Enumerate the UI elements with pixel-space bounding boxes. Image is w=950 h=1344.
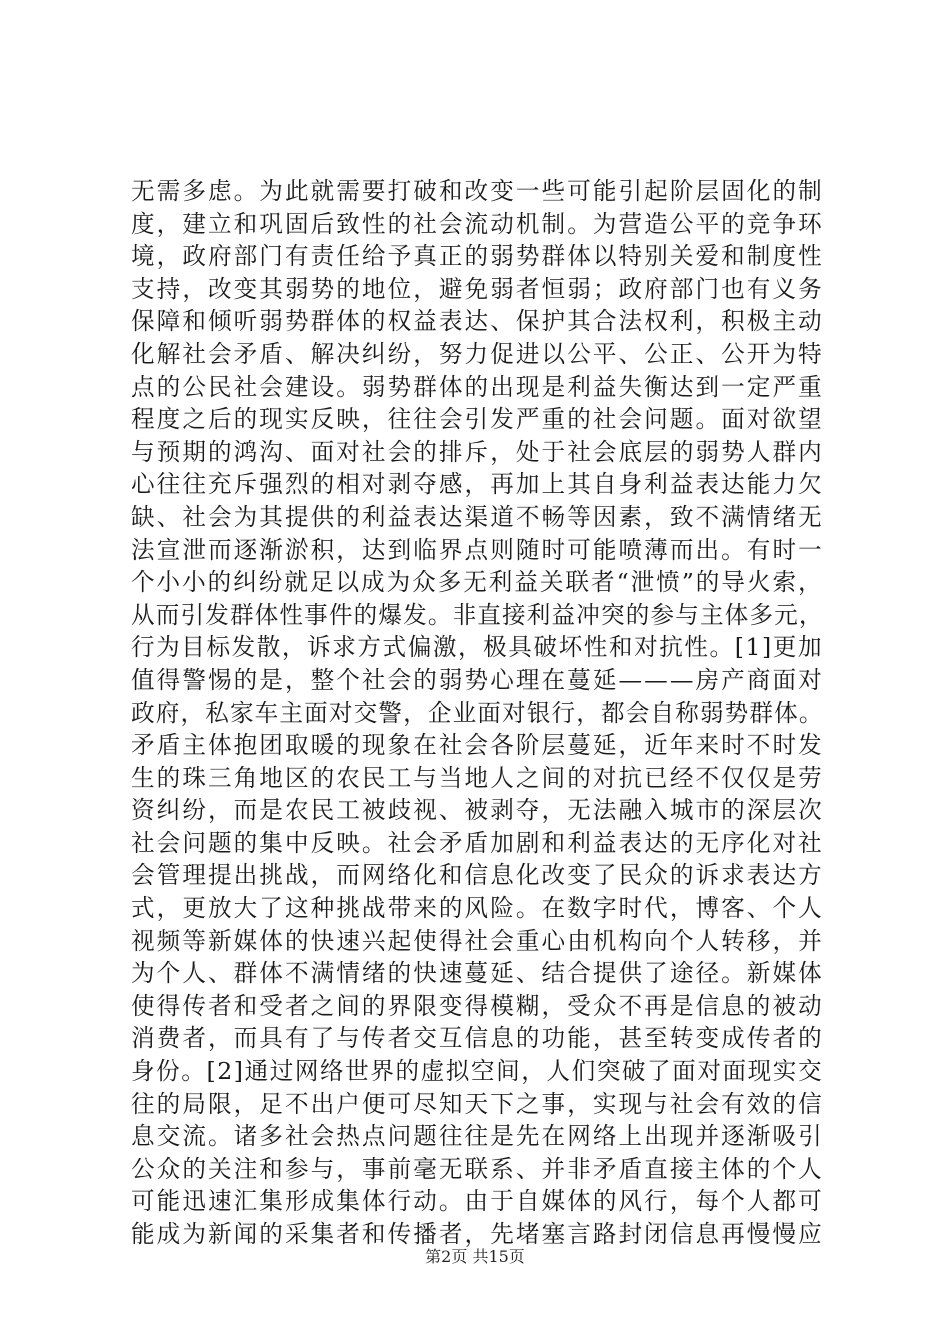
page-footer: 第2页 共15页 [425,1247,525,1266]
text-line: 支持，改变其弱势的地位，避免弱者恒弱；政府部门也有义务 [131,274,824,303]
text-line: 无需多虑。为此就需要打破和改变一些可能引起阶层固化的制 [131,177,824,205]
text-line: 境，政府部门有责任给予真正的弱势群体以特别关爱和制度性 [131,242,824,271]
text-line: 与预期的鸿沟、面对社会的排斥，处于社会底层的弱势人群内 [131,437,824,466]
text-line: 化解社会矛盾、解决纠纷，努力促进以公平、公正、公开为特 [131,339,824,368]
text-line: 能成为新闻的采集者和传播者，先堵塞言路封闭信息再慢慢应 [131,1220,824,1248]
text-line: 消费者，而具有了与传者交互信息的功能，甚至转变成传者的 [131,1024,824,1053]
text-line: 会管理提出挑战，而网络化和信息化改变了民众的诉求表达方 [131,861,824,890]
text-line: 从而引发群体性事件的爆发。非直接利益冲突的参与主体多元， [131,600,824,629]
text-line: 度，建立和巩固后致性的社会流动机制。为营造公平的竞争环 [131,209,824,238]
text-line: 程度之后的现实反映，往往会引发严重的社会问题。面对欲望 [131,405,824,434]
text-line: 行为目标发散，诉求方式偏激，极具破坏性和对抗性。[1]更加 [131,633,824,662]
text-line: 值得警惕的是，整个社会的弱势心理在蔓延———房产商面对 [131,665,824,694]
text-line: 心往往充斥强烈的相对剥夺感，再加上其自身利益表达能力欠 [131,470,824,499]
text-line: 身份。[2]通过网络世界的虚拟空间，人们突破了面对面现实交 [131,1057,824,1086]
text-line: 资纠纷，而是农民工被歧视、被剥夺，无法融入城市的深层次 [131,796,824,825]
text-line: 往的局限，足不出户便可尽知天下之事，实现与社会有效的信 [131,1089,824,1118]
text-line: 视频等新媒体的快速兴起使得社会重心由机构向个人转移，并 [131,926,824,955]
text-line: 式，更放大了这种挑战带来的风险。在数字时代，博客、个人 [131,894,824,923]
text-line: 矛盾主体抱团取暖的现象在社会各阶层蔓延，近年来时不时发 [131,731,824,760]
text-line: 社会问题的集中反映。社会矛盾加剧和利益表达的无序化对社 [131,828,824,857]
text-line: 法宣泄而逐渐淤积，达到临界点则随时可能喷薄而出。有时一 [131,535,824,564]
text-line: 使得传者和受者之间的界限变得模糊，受众不再是信息的被动 [131,991,824,1020]
text-line: 息交流。诸多社会热点问题往往是先在网络上出现并逐渐吸引 [131,1122,824,1151]
text-line: 保障和倾听弱势群体的权益表达、保护其合法权利，积极主动 [131,307,824,336]
text-line: 个小小的纠纷就足以成为众多无利益关联者“泄愤”的导火索， [131,568,824,597]
text-line: 为个人、群体不满情绪的快速蔓延、结合提供了途径。新媒体 [131,959,824,988]
text-line: 政府，私家车主面对交警，企业面对银行，都会自称弱势群体。 [131,698,824,727]
text-line: 可能迅速汇集形成集体行动。由于自媒体的风行，每个人都可 [131,1187,824,1216]
text-line: 生的珠三角地区的农民工与当地人之间的对抗已经不仅仅是劳 [131,763,824,792]
text-line: 点的公民社会建设。弱势群体的出现是利益失衡达到一定严重 [131,372,824,401]
text-line: 公众的关注和参与，事前毫无联系、并非矛盾直接主体的个人 [131,1154,824,1183]
text-line: 缺、社会为其提供的利益表达渠道不畅等因素，致不满情绪无 [131,502,824,531]
body-text [131,175,825,1251]
